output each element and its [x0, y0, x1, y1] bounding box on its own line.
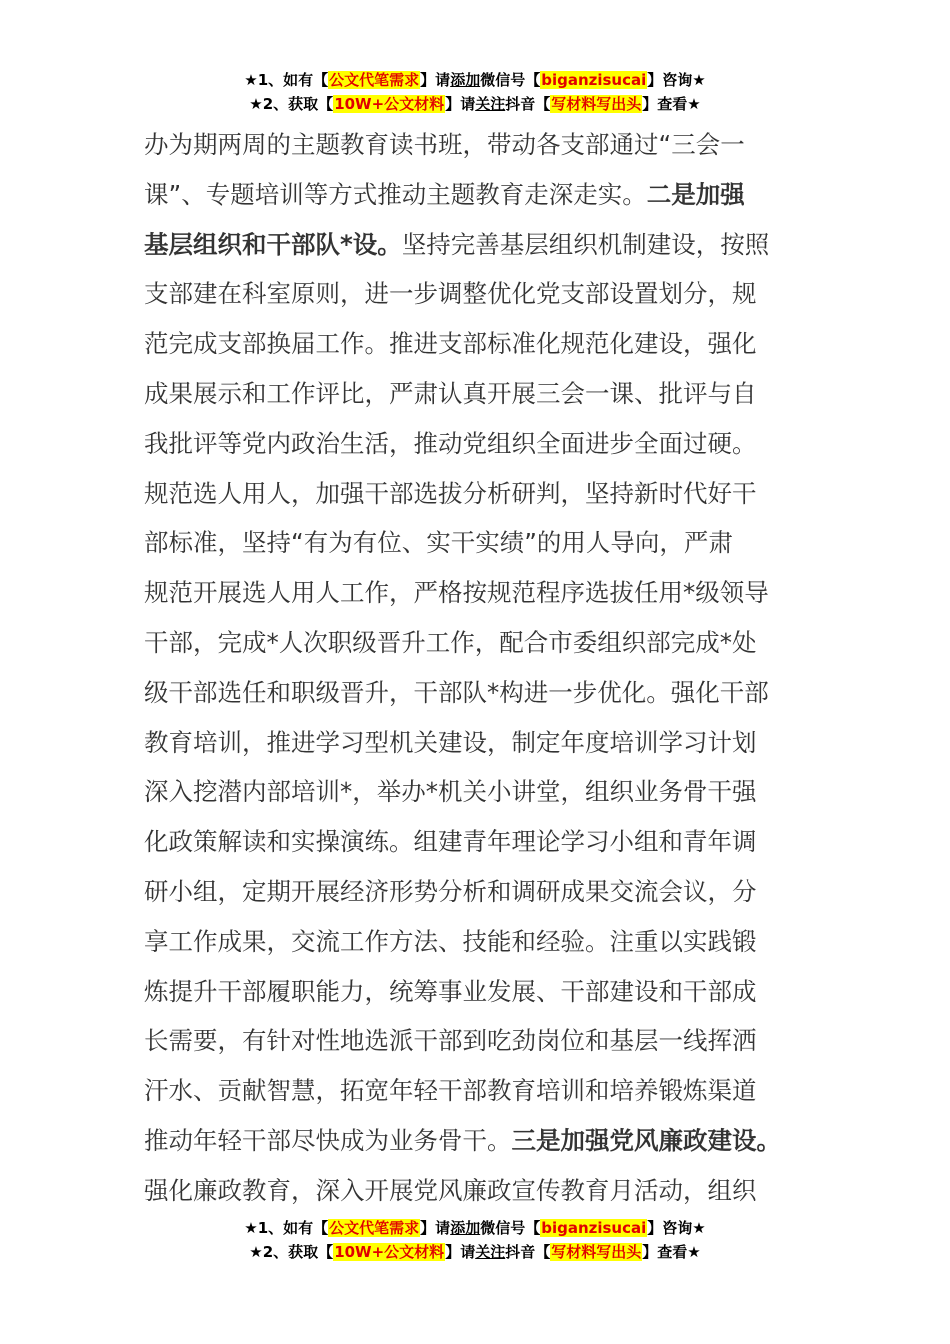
banner-text: 抖音【: [505, 95, 551, 113]
text-run: 部标准，坚持“有为有位、实干实绩”的用人导向，严肃: [144, 528, 733, 558]
underlined-text: 关注: [475, 95, 506, 113]
text-run: 规范开展选人用人工作，严格按规范程序选拔任用*级领导: [144, 578, 769, 608]
banner-line-2: [0, 1240, 950, 1264]
text-line: [144, 220, 824, 270]
text-line: [144, 518, 824, 568]
text-line: [144, 1066, 824, 1116]
text-line: [144, 718, 824, 768]
text-line: [144, 618, 824, 668]
text-run: 研小组，定期开展经济形势分析和调研成果交流会议，分: [144, 876, 757, 906]
text-run: 享工作成果，交流工作方法、技能和经验。注重以实践锻: [144, 926, 757, 956]
text-line: [144, 170, 824, 220]
banner-line-1: [0, 68, 950, 92]
banner-line-2: [0, 92, 950, 116]
banner-text: 】咨询★: [647, 71, 706, 89]
text-line: [144, 917, 824, 967]
text-line: [144, 419, 824, 469]
highlight-text: 10W+公文材料: [334, 95, 445, 113]
section-heading: 三是加强党风廉政建设。: [511, 1125, 781, 1155]
text-line: [144, 1016, 824, 1066]
banner-text: ★2、获取【: [249, 95, 334, 113]
banner-text: 】查看★: [642, 95, 701, 113]
text-run: 干部，完成*人次职级晋升工作，配合市委组织部完成*处: [144, 627, 757, 657]
banner-text: 】请: [445, 95, 476, 113]
text-line: [144, 120, 824, 170]
text-line: [144, 319, 824, 369]
text-line: [144, 767, 824, 817]
text-line: [144, 1116, 824, 1166]
text-run: 成果展示和工作评比，严肃认真开展三会一课、批评与自: [144, 378, 757, 408]
text-run: 办为期两周的主题教育读书班，带动各支部通过“三会一: [144, 130, 745, 159]
highlight-text: 公文代笔需求: [329, 71, 420, 89]
highlight-text: 10W+公文材料: [334, 1243, 445, 1261]
text-run: 课”、专题培训等方式推动主题教育走深走实。: [144, 179, 647, 209]
banner-text: 】请: [420, 1219, 451, 1237]
banner-text: 】查看★: [642, 1243, 701, 1261]
banner-text: 】请: [420, 71, 451, 89]
banner-text: ★2、获取【: [249, 1243, 334, 1261]
text-run: 汗水、贡献智慧，拓宽年轻干部教育培训和培养锻炼渠道: [144, 1076, 757, 1106]
text-run: 坚持完善基层组织机制建设，按照: [401, 229, 770, 259]
douyin-account: 写材料写出头: [551, 1243, 642, 1261]
text-run: 我批评等党内政治生活，推动党组织全面进步全面过硬。: [144, 428, 757, 458]
section-heading: 二是加强: [646, 179, 745, 209]
highlight-text: 公文代笔需求: [329, 1219, 420, 1237]
douyin-account: 写材料写出头: [551, 95, 642, 113]
footer-banner: [0, 1216, 950, 1264]
text-line: [144, 269, 824, 319]
section-heading: 基层组织和干部队*设。: [144, 229, 402, 259]
text-run: 深入挖潜内部培训*，举办*机关小讲堂，组织业务骨干强: [144, 777, 757, 807]
text-line: [144, 867, 824, 917]
text-line: [144, 469, 824, 519]
text-line: [144, 967, 824, 1017]
banner-text: 抖音【: [505, 1243, 551, 1261]
header-banner: [0, 68, 950, 116]
text-run: 规范选人用人，加强干部选拔分析研判，坚持新时代好干: [144, 478, 757, 508]
banner-line-1: [0, 1216, 950, 1240]
text-run: 长需要，有针对性地选派干部到吃劲岗位和基层一线挥洒: [144, 1026, 757, 1056]
document-body: [144, 120, 824, 1216]
text-run: 炼提升干部履职能力，统筹事业发展、干部建设和干部成: [144, 976, 757, 1006]
text-run: 级干部选任和职级晋升，干部队*构进一步优化。强化干部: [144, 677, 769, 707]
banner-text: ★1、如有【: [244, 71, 329, 89]
banner-text: 】请: [445, 1243, 476, 1261]
text-line: [144, 817, 824, 867]
text-line: [144, 369, 824, 419]
text-line: [144, 568, 824, 618]
text-run: 强化廉政教育，深入开展党风廉政宣传教育月活动，组织: [144, 1175, 757, 1205]
underlined-text: 添加: [450, 71, 481, 89]
text-run: 支部建在科室原则，进一步调整优化党支部设置划分，规: [144, 279, 757, 309]
text-run: 教育培训，推进学习型机关建设，制定年度培训学习计划: [144, 727, 757, 757]
text-line: [144, 668, 824, 718]
underlined-text: 关注: [475, 1243, 506, 1261]
banner-text: 微信号【: [480, 71, 541, 89]
banner-text: ★1、如有【: [244, 1219, 329, 1237]
underlined-text: 添加: [450, 1219, 481, 1237]
text-line: [144, 1166, 824, 1216]
text-run: 范完成支部换届工作。推进支部标准化规范化建设，强化: [144, 329, 757, 359]
text-run: 化政策解读和实操演练。组建青年理论学习小组和青年调: [144, 827, 757, 857]
banner-text: 】咨询★: [647, 1219, 706, 1237]
text-run: 推动年轻干部尽快成为业务骨干。: [144, 1125, 512, 1155]
banner-text: 微信号【: [480, 1219, 541, 1237]
wechat-id: biganzisucai: [541, 1219, 647, 1237]
wechat-id: biganzisucai: [541, 71, 647, 89]
